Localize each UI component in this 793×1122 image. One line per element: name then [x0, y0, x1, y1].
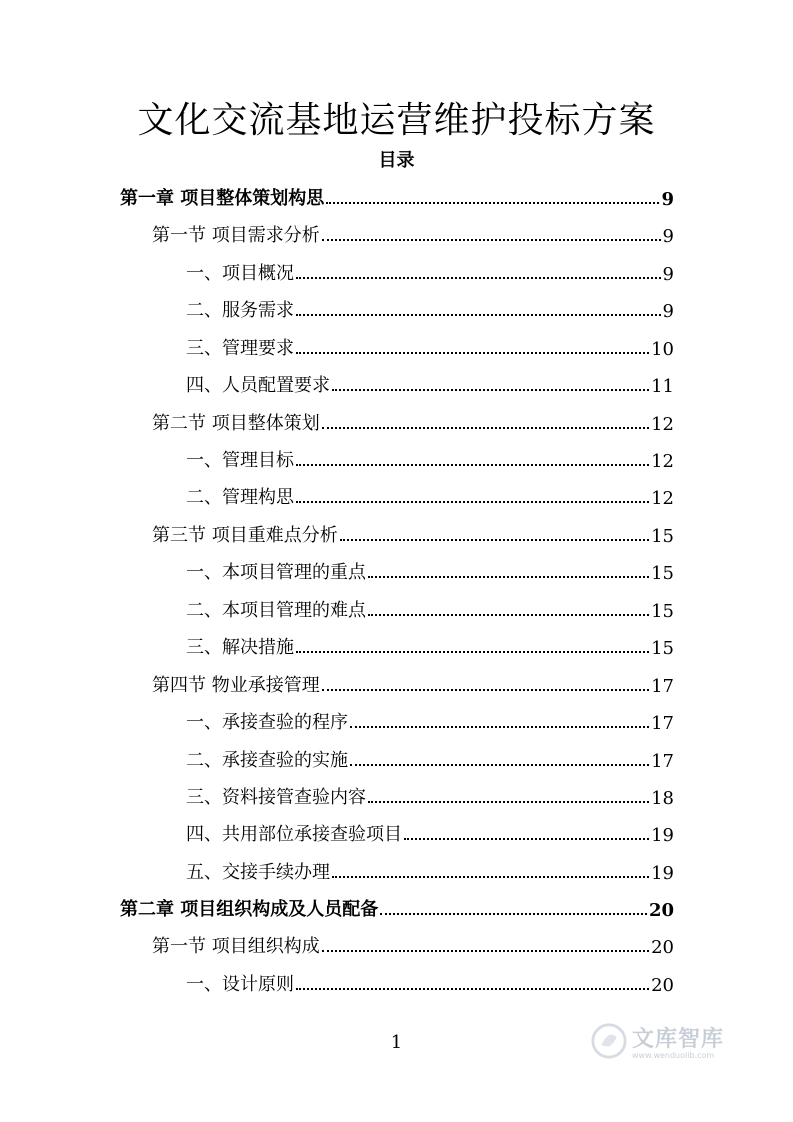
toc-entry-label: 四、共用部位承接查验项目	[186, 824, 402, 845]
toc-entry[interactable]	[186, 367, 674, 397]
toc-entry[interactable]	[186, 592, 674, 622]
toc-heading: 目录	[378, 150, 415, 171]
toc-leader	[322, 427, 649, 429]
toc-entry-label: 第一节 项目组织构成	[152, 936, 320, 957]
toc-leader	[340, 539, 649, 541]
toc-leader	[326, 202, 659, 204]
toc-entry[interactable]	[186, 742, 674, 772]
toc-entry[interactable]	[186, 779, 674, 809]
toc-entry[interactable]	[152, 667, 674, 697]
toc-entry-label: 第二节 项目整体策划	[152, 413, 320, 434]
toc-entry-page: 19	[651, 863, 674, 884]
toc-entry-label: 第一节 项目需求分析	[152, 225, 320, 246]
toc-entry-label: 第四节 物业承接管理	[152, 675, 320, 696]
toc-entry-page: 15	[651, 638, 674, 659]
toc-entry-page: 15	[651, 563, 674, 584]
toc-leader	[322, 950, 649, 952]
toc-leader	[296, 501, 649, 503]
toc-entry[interactable]	[186, 479, 674, 509]
toc-entry-label: 二、本项目管理的难点	[186, 600, 366, 621]
toc-entry[interactable]	[186, 554, 674, 584]
toc-leader	[322, 689, 649, 691]
toc-leader	[332, 389, 649, 391]
toc-leader	[368, 614, 649, 616]
toc-entry[interactable]	[186, 330, 674, 360]
toc-entry-label: 一、本项目管理的重点	[186, 562, 366, 583]
toc-leader	[368, 801, 649, 803]
toc-entry[interactable]	[186, 255, 674, 285]
toc-entry-label: 三、资料接管查验内容	[186, 787, 366, 808]
toc-entry[interactable]	[186, 629, 674, 659]
toc-entry[interactable]	[152, 928, 674, 958]
toc-entry-label: 第一章 项目整体策划构思	[120, 188, 325, 209]
toc-entry-page: 19	[651, 825, 674, 846]
toc-entry-label: 四、人员配置要求	[186, 375, 330, 396]
toc-entry-page: 9	[661, 189, 674, 210]
toc-entry[interactable]	[186, 816, 674, 846]
toc-leader	[404, 838, 649, 840]
toc-leader	[322, 239, 661, 241]
toc-entry-label: 一、设计原则	[186, 974, 294, 995]
toc-entry-page: 18	[651, 788, 674, 809]
toc-entry[interactable]	[120, 891, 674, 921]
toc-entry-label: 二、承接查验的实施	[186, 750, 348, 771]
toc-entry-page: 12	[651, 451, 674, 472]
toc-leader	[350, 764, 649, 766]
toc-entry[interactable]	[152, 217, 674, 247]
watermark	[590, 1022, 724, 1060]
toc-entry[interactable]	[120, 180, 674, 210]
toc-entry-label: 第二章 项目组织构成及人员配备	[120, 899, 379, 920]
toc-entry-label: 一、项目概况	[186, 263, 294, 284]
watermark-url: www.wenduolib.com	[632, 1051, 715, 1060]
toc-entry-page: 11	[651, 376, 674, 397]
toc-entry[interactable]	[186, 966, 674, 996]
toc-entry-label: 三、解决措施	[186, 637, 294, 658]
document-title: 文化交流基地运营维护投标方案	[137, 100, 656, 141]
toc-entry-page: 17	[651, 713, 674, 734]
toc-leader	[368, 576, 649, 578]
toc-entry-page: 9	[662, 226, 674, 247]
toc-entry-label: 一、承接查验的程序	[186, 712, 348, 733]
toc-entry-label: 一、管理目标	[186, 450, 294, 471]
toc-entry-label: 二、服务需求	[186, 300, 294, 321]
toc-entry-label: 三、管理要求	[186, 338, 294, 359]
page-number: 1	[390, 1032, 403, 1053]
watermark-name: 文库智库	[632, 1027, 725, 1052]
toc-entry-page: 9	[662, 301, 674, 322]
toc-leader	[350, 726, 649, 728]
toc-entry-page: 17	[651, 676, 674, 697]
logo-icon	[590, 1022, 628, 1060]
toc-entry-label: 第三节 项目重难点分析	[152, 525, 338, 546]
toc-entry-page: 20	[651, 937, 674, 958]
toc-entry-page: 15	[651, 526, 674, 547]
toc-leader	[296, 352, 649, 354]
toc-leader	[296, 651, 649, 653]
toc-entry[interactable]	[186, 292, 674, 322]
toc-leader	[296, 277, 661, 279]
toc-leader	[380, 913, 647, 915]
toc-entry-page: 20	[648, 900, 674, 921]
toc-leader	[296, 988, 649, 990]
toc-entry-label: 五、交接手续办理	[186, 862, 330, 883]
toc-entry[interactable]	[186, 442, 674, 472]
toc-entry-page: 10	[651, 339, 674, 360]
toc-entry-page: 12	[651, 488, 674, 509]
toc-entry-page: 17	[651, 751, 674, 772]
toc-entry[interactable]	[152, 517, 674, 547]
toc-entry[interactable]	[186, 854, 674, 884]
toc-entry-page: 12	[651, 414, 674, 435]
toc-entry-page: 20	[651, 975, 674, 996]
toc-entry[interactable]	[186, 704, 674, 734]
toc-entry-page: 15	[651, 601, 674, 622]
toc-leader	[296, 314, 661, 316]
toc-leader	[332, 876, 649, 878]
toc-entry-page: 9	[662, 264, 674, 285]
toc-entry-label: 二、管理构思	[186, 487, 294, 508]
toc-entry[interactable]	[152, 405, 674, 435]
toc-leader	[296, 464, 649, 466]
